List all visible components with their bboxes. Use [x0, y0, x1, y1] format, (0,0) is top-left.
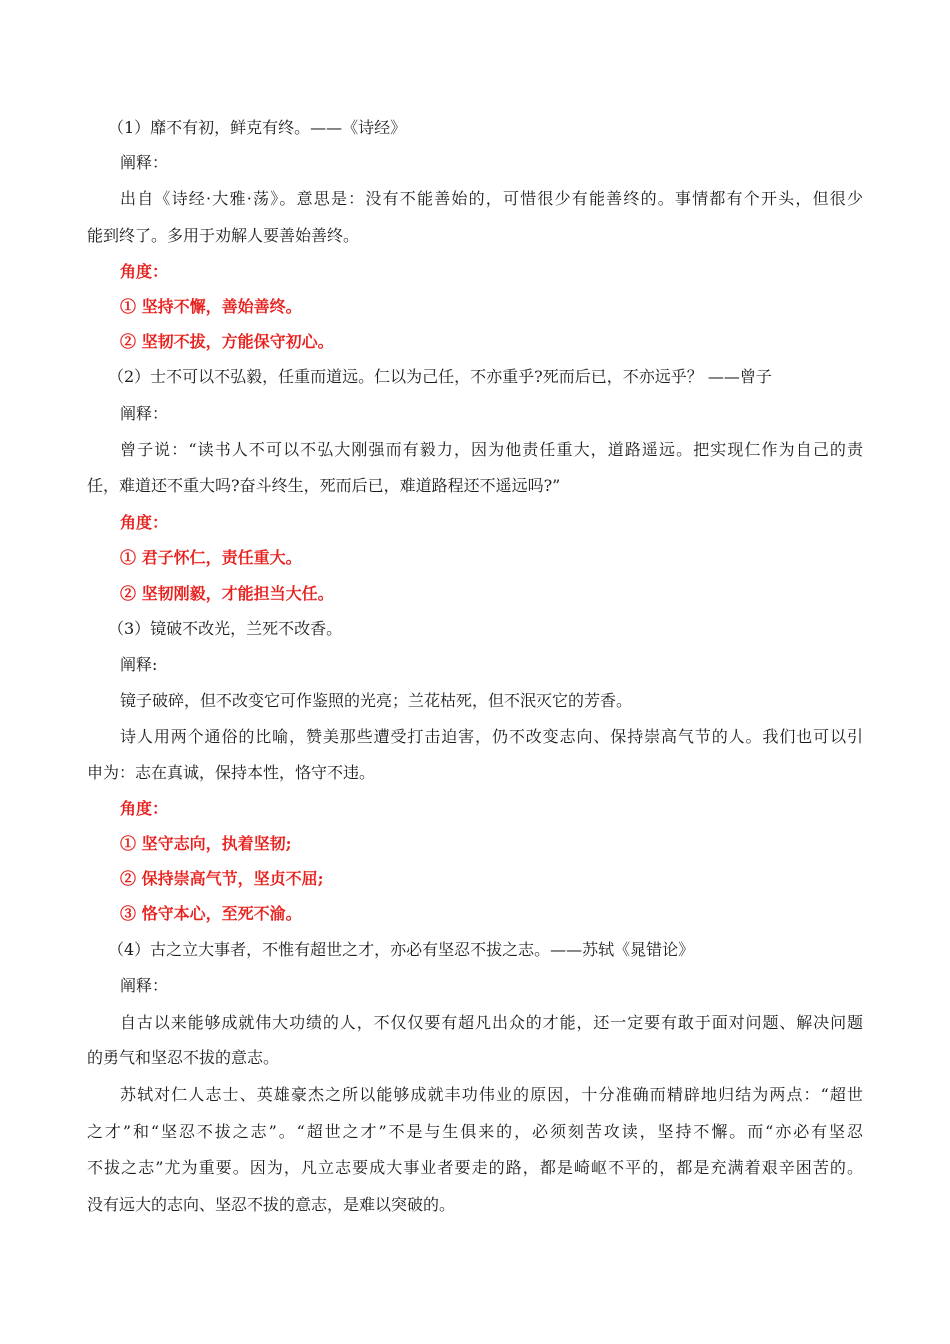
- explain-label-2: 阐释：: [120, 404, 169, 423]
- explain-label-1: 阐释：: [120, 153, 169, 172]
- explain-para-4b-line-1: 苏轼对仁人志士、英雄豪杰之所以能够成就丰功伟业的原因，十分准确而精辟地归结为两点：“超世: [120, 1085, 863, 1104]
- angle-label-2: 角度：: [120, 513, 169, 532]
- angle-3-3: ③ 恪守本心，至死不渝。: [120, 904, 302, 923]
- angle-1-2: ② 坚韧不拔，方能保守初心。: [120, 332, 334, 351]
- explain-para-1-line-2: 能到终了。多用于劝解人要善始善终。: [87, 226, 360, 245]
- angle-3-2: ② 保持崇高气节，坚贞不屈;: [120, 869, 324, 888]
- explain-para-4a-line-1: 自古以来能够成就伟大功绩的人，不仅仅要有超凡出众的才能，还一定要有敢于面对问题、解决问题: [120, 1013, 863, 1032]
- quote-4: （4）古之立大事者，不惟有超世之才，亦必有坚忍不拔之志。——苏轼《晁错论》: [108, 940, 695, 959]
- explain-para-3a: 镜子破碎，但不改变它可作鉴照的光亮；兰花枯死，但不泯灭它的芳香。: [120, 691, 633, 710]
- quote-3: （3）镜破不改光，兰死不改香。: [108, 619, 343, 638]
- explain-label-4: 阐释：: [120, 976, 169, 995]
- explain-para-1-line-1: 出自《诗经·大雅·荡》。意思是：没有不能善始的，可惜很少有能善终的。事情都有个开头，但很少: [120, 189, 863, 208]
- explain-label-3: 阐释:: [120, 655, 158, 674]
- angle-label-3: 角度：: [120, 799, 169, 818]
- quote-2: （2）士不可以不弘毅，任重而道远。仁以为己任，不亦重乎?死而后已，不亦远乎？ ——曾子: [108, 367, 772, 386]
- angle-2-1: ① 君子怀仁，责任重大。: [120, 548, 302, 567]
- explain-para-2-line-1: 曾子说：“读书人不可以不弘大刚强而有毅力，因为他责任重大，道路遥远。把实现仁作为自己的责: [120, 440, 863, 459]
- angle-label-1: 角度：: [120, 262, 169, 281]
- explain-para-3b-line-2: 申为：志在真诚，保持本性，恪守不违。: [87, 763, 376, 782]
- explain-para-4b-line-4: 没有远大的志向、坚忍不拔的意志，是难以突破的。: [87, 1195, 456, 1214]
- angle-3-1: ① 坚守志向，执着坚韧;: [120, 834, 292, 853]
- explain-para-3b-line-1: 诗人用两个通俗的比喻，赞美那些遭受打击迫害，仍不改变志向、保持崇高气节的人。我们也可以引: [120, 727, 863, 746]
- angle-1-1: ① 坚持不懈，善始善终。: [120, 297, 302, 316]
- angle-2-2: ② 坚韧刚毅，才能担当大任。: [120, 584, 334, 603]
- explain-para-2-line-2: 任，难道还不重大吗?奋斗终生，死而后已，难道路程还不遥远吗?”: [87, 476, 561, 495]
- explain-para-4a-line-2: 的勇气和坚忍不拔的意志。: [87, 1048, 280, 1067]
- explain-para-4b-line-3: 不拔之志”尤为重要。因为，凡立志要成大事业者要走的路，都是崎岖不平的，都是充满着艰辛困苦的。: [87, 1158, 863, 1177]
- quote-1: （1）靡不有初，鲜克有终。——《诗经》: [108, 118, 407, 137]
- explain-para-4b-line-2: 之才”和“坚忍不拔之志”。“超世之才”不是与生俱来的，必须刻苦攻读，坚持不懈。而“亦必有坚忍: [87, 1122, 863, 1141]
